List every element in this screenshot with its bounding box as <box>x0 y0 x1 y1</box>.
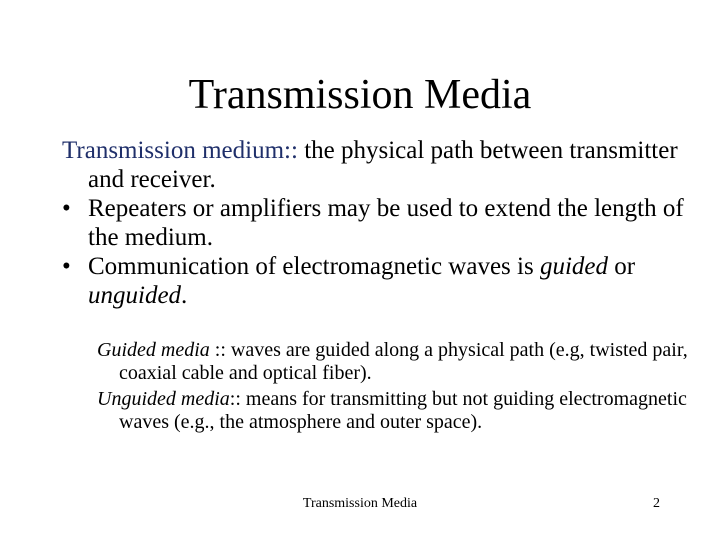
bullet-text-end: . <box>181 282 188 309</box>
slide-body <box>62 136 702 310</box>
sub-item-text: waves are guided along a physical path (e.g, twisted pair, coaxial cable and optical fiber). <box>119 339 688 384</box>
slide-title: Transmission Media <box>188 72 532 118</box>
intro-text: the physical path between transmitter and receiver. <box>88 137 678 193</box>
sub-item-separator: :: <box>209 339 231 361</box>
sub-items <box>97 339 697 437</box>
intro-paragraph <box>62 136 702 194</box>
bullet-marker: • <box>62 195 71 222</box>
bullet-marker: • <box>62 253 71 280</box>
bullet-item <box>62 194 702 252</box>
bullet-text-before: Communication of electromagnetic waves is <box>88 253 540 280</box>
footer-title: Transmission Media <box>302 496 418 511</box>
bullet-text-middle: or <box>608 253 636 280</box>
unguided-term: unguided <box>88 282 182 309</box>
sub-item-term: Guided media <box>97 339 210 361</box>
intro-separator: :: <box>284 137 305 164</box>
bullet-item <box>62 252 702 310</box>
sub-item-text: means for transmitting but not guiding electromagnetic waves (e.g., the atmosphere and outer space). <box>119 388 687 433</box>
page-number: 2 <box>653 496 660 511</box>
sub-item-unguided <box>97 388 697 434</box>
intro-term: Transmission medium <box>62 137 285 164</box>
sub-item-guided <box>97 339 697 385</box>
bullet-text: Repeaters or amplifiers may be used to extend the length of the medium. <box>88 195 684 251</box>
sub-item-separator: :: <box>229 388 246 410</box>
guided-term: guided <box>539 253 608 280</box>
sub-item-term: Unguided media <box>97 388 230 410</box>
